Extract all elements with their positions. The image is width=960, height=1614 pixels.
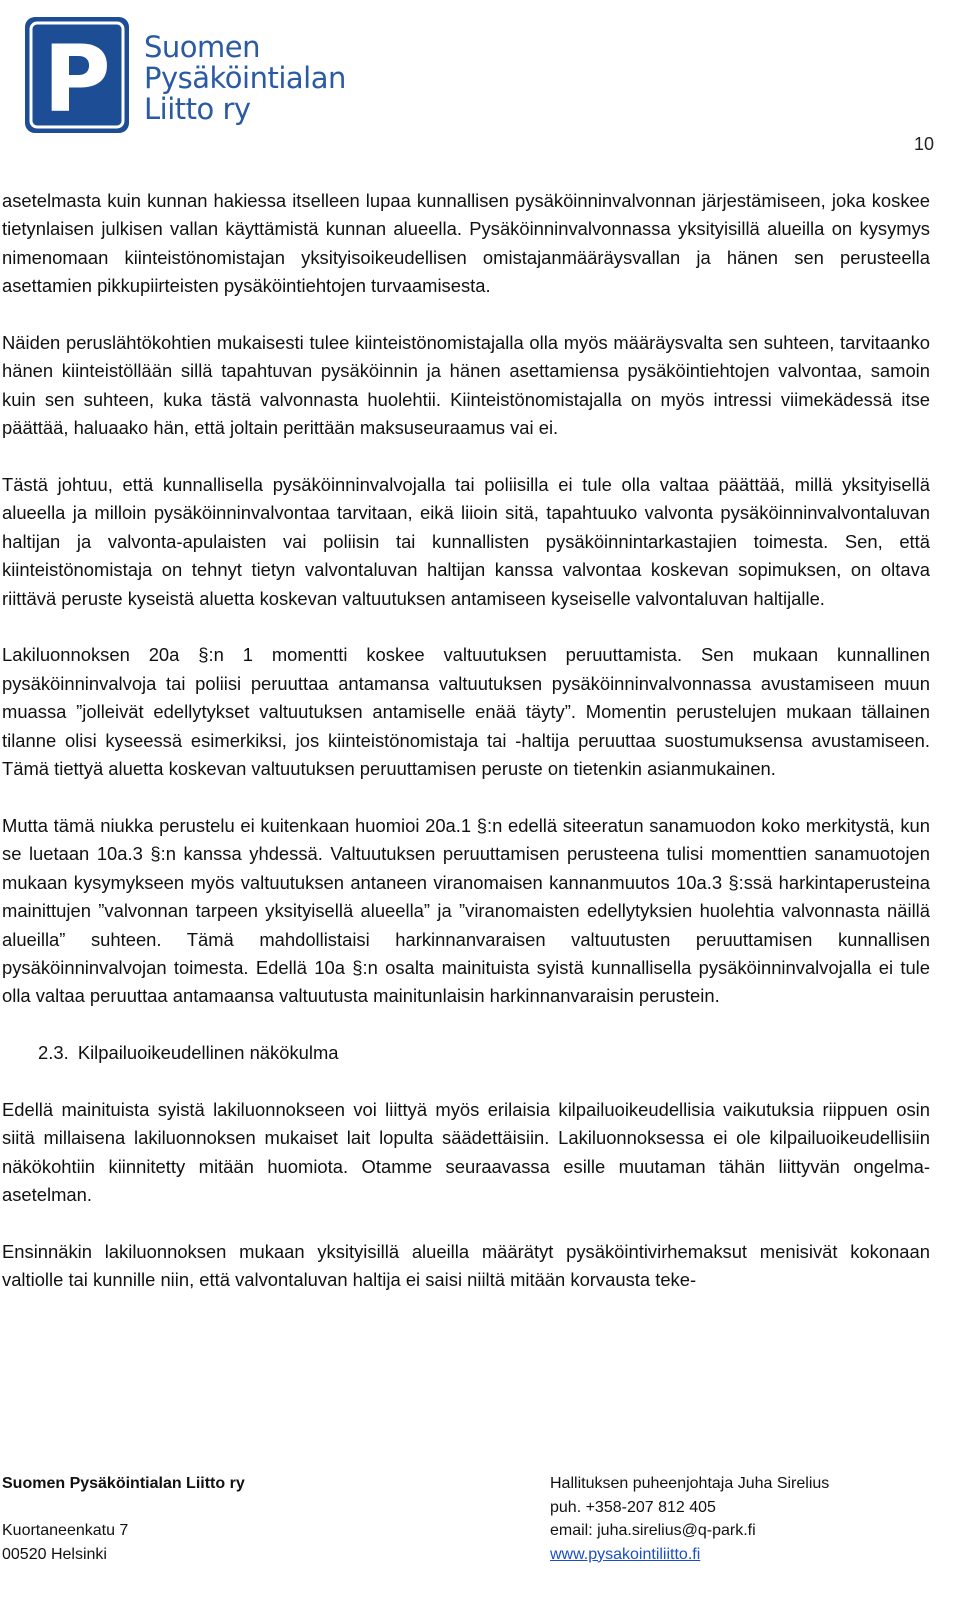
paragraph: asetelmasta kuin kunnan hakiessa itselleen lupaa kunnallisen pysäköinninvalvonnan järjestämiseen, joka koskee tietynlaisen julkisen vallan käyttämistä kunnan alueella. Pysäköinninvalvonnassa yksityisillä alueilla on kysymys nimenomaan kiinteistönomistajan yksityisoikeudellisen omistajanmääräysvallan ja hänen sen perusteella asettamien pikkupiirteisten pysäköintiehtojen turvaamisesta. <box>2 190 930 297</box>
footer-chair: Hallituksen puheenjohtaja Juha Sirelius <box>550 1475 830 1492</box>
document-body <box>2 187 930 1323</box>
paragraph: Tästä johtuu, että kunnallisella pysäköinninvalvojalla tai poliisilla ei tule olla valtaa päättää, millä yksityisellä alueella ja milloin pysäköinninvalvontaa tarvitaan, eikä liioin sitä, tapahtuuko valvonta pysäköinninvalvontaluvan haltijan ja valvonta-apulaisten vai poliisin tai kunnallisten pysäköinnintarkastajien toimesta. Sen, että kiinteistönomistaja on tehnyt tietyn valvontaluvan haltijan kanssa valvontaa koskevan sopimuksen, on oltava riittävä peruste kyseistä aluetta koskevan valtuutuksen antamiseen kyseiselle valvontaluvan haltijalle. <box>2 474 930 609</box>
paragraph: Edellä mainituista syistä lakiluonnokseen voi liittyä myös erilaisia kilpailuoikeudellisia vaikutuksia riippuen osin siitä millaisena lakiluonnoksen mukaiset lait lopulta säädettäisiin. Lakiluonnoksessa ei ole kilpailuoikeudellisiin näkökohtiin kiinnitetty mitään huomiota. Otamme seuraavassa esille muutaman tähän liittyvän ongelma-asetelman. <box>2 1098 930 1206</box>
footer-org-name: Suomen Pysäköintialan Liitto ry <box>2 1475 245 1492</box>
footer-street: Kuortaneenkatu 7 <box>2 1522 129 1539</box>
footer-address <box>2 1472 402 1566</box>
footer-city: 00520 Helsinki <box>2 1545 107 1563</box>
organization-logo <box>22 14 362 138</box>
footer-phone: puh. +358-207 812 405 <box>550 1498 716 1516</box>
section-number: 2.3. <box>38 1042 69 1064</box>
parking-sign-icon <box>22 14 144 138</box>
section-heading <box>2 1039 930 1067</box>
logo-wordmark <box>144 32 346 125</box>
footer-email[interactable]: email: juha.sirelius@q-park.fi <box>550 1522 756 1539</box>
paragraph: Ensinnäkin lakiluonnoksen mukaan yksityisillä alueilla määrätyt pysäköintivirhemaksut menisivät kokonaan valtiolle tai kunnille niin, että valvontaluvan haltija ei saisi niiltä mitään korvausta teke- <box>2 1240 930 1291</box>
section-title: Kilpailuoikeudellinen näkökulma <box>77 1042 339 1064</box>
logo-line-3: Liitto ry <box>144 92 251 126</box>
paragraph: Mutta tämä niukka perustelu ei kuitenkaan huomioi 20a.1 §:n edellä siteeratun sanamuodon koko merkitystä, kun se luetaan 10a.3 §:n kanssa yhdessä. Valtuutuksen peruuttamisen perusteena tulisi momenttien sanamuotojen mukaan kysymykseen myös valtuutuksen antaneen viranomaisen kannanmuutos 10a.3 §:ssä harkintaperusteina mainittujen ”valvonnan tarpeen yksityisellä alueella” ja ”viranomaisten edellytyksien huolehtia valvonnasta näillä alueilla” suhteen. Tämä mahdollistaisi harkinnanvaraisen valtuutusten peruuttamisen kunnallisen pysäköinninvalvojan toimesta. Edellä 10a §:n osalta mainituista syistä kunnallisella pysäköinninvalvojalla ei tule olla valtaa peruuttaa antamaansa valtuutusta mainitunlaisin harkinnanvaraisin perustein. <box>2 814 930 1007</box>
footer-website-link[interactable]: www.pysakointiliitto.fi <box>550 1545 701 1563</box>
paragraph: Näiden peruslähtökohtien mukaisesti tulee kiinteistönomistajalla olla myös määräysvalta sen suhteen, tarvitaanko hänen kiinteistöllään sillä tapahtuvan pysäköinnin ja hänen asettamiensa pysäköintiehtojen valvontaa, samoin kuin sen suhteen, kuka tästä valvonnasta huolehtii. Kiinteistönomistajalla on myös intressi viimekädessä itse päättää, haluaako hän, että joltain perittään maksuseuraamus vai ei. <box>2 332 930 439</box>
footer-contact <box>550 1472 920 1566</box>
paragraph: Lakiluonnoksen 20a §:n 1 momentti koskee valtuutuksen peruuttamista. Sen mukaan kunnallinen pysäköinninvalvoja tai poliisi peruuttaa antamansa valtuutuksen pysäköinninvalvonnassa avustamiseen muun muassa ”jolleivät edellytykset valtuutuksen antamiselle enää täyty”. Momentin perustelujen mukaan tällainen tilanne olisi kyseessä esimerkiksi, jos kiinteistönomistaja tai -haltija peruuttaa suostumuksensa avustamiseen. Tämä tiettyä aluetta koskevan valtuutuksen peruuttamisen peruste on tietenkin asianmukainen. <box>2 644 930 780</box>
logo-letter: P <box>43 26 111 133</box>
page-number: 10 <box>913 134 934 154</box>
logo-line-2: Pysäköintialan <box>144 61 346 95</box>
logo-line-1: Suomen <box>144 30 261 64</box>
